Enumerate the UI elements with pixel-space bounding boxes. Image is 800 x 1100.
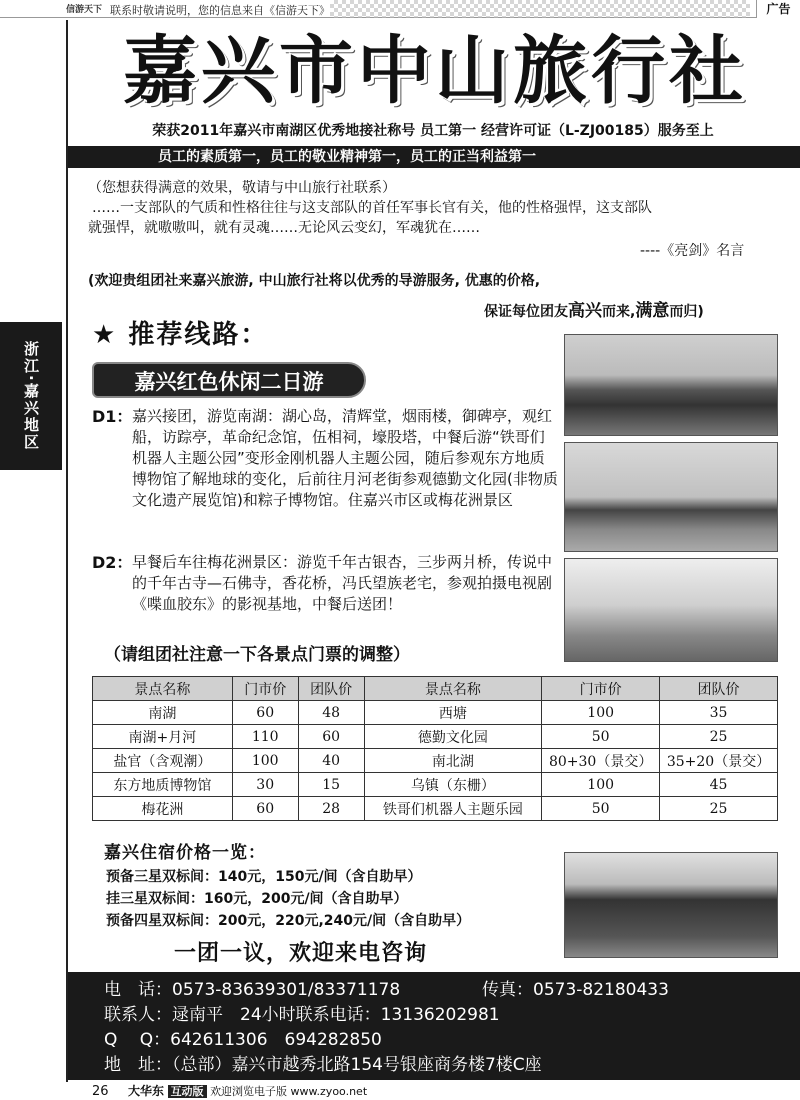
table-cell: 南北湖 — [364, 749, 542, 773]
table-row — [93, 773, 778, 797]
welcome-prefix: 保证每位团友 — [484, 304, 568, 320]
lodging-list — [106, 866, 470, 932]
quote-source: ----《亮剑》名言 — [640, 243, 745, 259]
itinerary-day-2 — [92, 552, 558, 615]
ticket-price-table — [92, 676, 778, 821]
contact-panel — [68, 972, 800, 1080]
welcome-line-2 — [484, 296, 704, 321]
contact-qq: Q Q：642611306 694282850 — [104, 1030, 382, 1050]
quote-line: 就强悍，就嗷嗷叫，就有灵魂……无论风云变幻，军魂犹在…… — [88, 220, 480, 236]
itinerary-day-1 — [92, 406, 558, 511]
lodging-item: 预备四星双标间：200元，220元,240元/间（含自助早） — [106, 913, 471, 929]
table-cell: 25 — [660, 797, 778, 821]
footer-brand: 大华东 — [128, 1084, 165, 1098]
lodging-item: 预备三星双标间：140元，150元/间（含自助早） — [106, 869, 422, 885]
source-note: 联系时敬请说明，您的信息来自《信游天下》 — [110, 4, 330, 17]
column-header: 团队价 — [660, 677, 778, 701]
table-cell: 35 — [660, 701, 778, 725]
table-cell: 15 — [298, 773, 364, 797]
phone-text: 电 话：0573-83639301/83371178 — [104, 980, 401, 1000]
table-row — [93, 725, 778, 749]
column-header: 团队价 — [298, 677, 364, 701]
table-cell: 德勤文化园 — [364, 725, 542, 749]
recommend-heading: ★ 推荐线路： — [92, 320, 269, 350]
quote-line: （您想获得满意的效果，敬请与中山旅行社联系） — [88, 180, 396, 196]
column-header: 景点名称 — [364, 677, 542, 701]
fax-text: 传真：0573-82180433 — [482, 980, 669, 1000]
ad-label: 广告 — [756, 0, 800, 18]
pagoda-lake-photo — [564, 442, 778, 552]
page-footer — [68, 1083, 800, 1100]
ticket-notice: （请组团社注意一下各景点门票的调整） — [104, 645, 410, 665]
table-header-row — [93, 677, 778, 701]
contact-address: 地 址：（总部）嘉兴市越秀北路154号银座商务楼7楼C座 — [104, 1055, 542, 1075]
table-cell: 100 — [232, 749, 298, 773]
day-label: D1： — [92, 407, 133, 426]
welcome-mid: 而来, — [602, 304, 636, 320]
plum-blossom-photo — [564, 558, 778, 662]
table-cell: 80+30（景交） — [542, 749, 660, 773]
lodging-heading: 嘉兴住宿价格一览： — [104, 843, 266, 863]
table-cell: 25 — [660, 725, 778, 749]
honor-line: 荣获2011年嘉兴市南湖区优秀地接社称号 员工第一 经营许可证（L-ZJ00185）服务至上 — [152, 123, 714, 139]
table-cell: 60 — [232, 797, 298, 821]
table-cell: 60 — [232, 701, 298, 725]
column-header: 门市价 — [232, 677, 298, 701]
table-cell: 50 — [542, 797, 660, 821]
table-cell: 110 — [232, 725, 298, 749]
day-label: D2： — [92, 553, 133, 572]
table-row — [93, 797, 778, 821]
publisher-logo: 信游天下 — [66, 5, 103, 15]
table-cell: 铁哥们机器人主题乐园 — [364, 797, 542, 821]
region-tab: 浙江·嘉兴地区 — [0, 322, 62, 470]
consult-slogan: 一团一议，欢迎来电咨询 — [174, 941, 428, 966]
page-number: 26 — [92, 1084, 109, 1099]
table-cell: 30 — [232, 773, 298, 797]
table-cell: 100 — [542, 701, 660, 725]
column-header: 景点名称 — [93, 677, 233, 701]
lodging-item: 挂三星双标间：160元，200元/间（含自助早） — [106, 891, 408, 907]
welcome-word-happy: 高兴 — [568, 301, 602, 321]
table-row — [93, 749, 778, 773]
page-title: 嘉兴市中山旅行社 — [123, 28, 747, 114]
welcome-word-satisfied: 满意 — [635, 301, 670, 321]
day-text: 嘉兴接团，游览南湖：湖心岛，清辉堂，烟雨楼，御碑亭，观红船，访踪亭，革命纪念馆，伍相祠，壕股塔，中餐后游“铁哥们机器人主题公园”变形金刚机器人主题公园，随后参观东方地质博物馆了解地球的变化，后前往月河老街参观德勤文化园(非物质文化遗产展览馆)和粽子博物馆。住嘉兴市区或梅花洲景区 — [132, 407, 558, 509]
table-cell: 28 — [298, 797, 364, 821]
temple-pavilion-photo — [564, 852, 778, 958]
table-cell: 60 — [298, 725, 364, 749]
table-cell: 50 — [542, 725, 660, 749]
table-cell: 48 — [298, 701, 364, 725]
table-cell: 梅花洲 — [93, 797, 233, 821]
welcome-line: (欢迎贵组团社来嘉兴旅游, 中山旅行社将以优秀的导游服务, 优惠的价格, — [88, 273, 541, 289]
route-banner: 嘉兴红色休闲二日游 — [92, 362, 366, 398]
top-bar — [0, 0, 800, 18]
column-header: 门市价 — [542, 677, 660, 701]
table-cell: 45 — [660, 773, 778, 797]
table-cell: 35+20（景交） — [660, 749, 778, 773]
day-text: 早餐后车往梅花洲景区：游览千年古银杏，三步两爿桥，传说中的千年古寺—石佛寺，香花桥，冯氏望族老宅，参观拍摄电视剧《喋血胶东》的影视基地，中餐后送团！ — [132, 553, 553, 613]
table-row — [93, 701, 778, 725]
table-cell: 东方地质博物馆 — [93, 773, 233, 797]
contact-person: 联系人：逯南平 24小时联系电话：13136202981 — [104, 1005, 500, 1025]
table-cell: 盐官（含观潮） — [93, 749, 233, 773]
footer-text: 欢迎浏览电子版 www.zyoo.net — [210, 1085, 368, 1098]
south-lake-red-boat-photo — [564, 334, 778, 436]
table-cell: 100 — [542, 773, 660, 797]
contact-phone-row — [104, 978, 800, 1003]
footer-tag: 互动版 — [168, 1085, 207, 1098]
motto-bar: 员工的素质第一，员工的敬业精神第一，员工的正当利益第一 — [68, 146, 800, 168]
table-cell: 南湖+月河 — [93, 725, 233, 749]
decorative-pattern — [330, 0, 750, 18]
welcome-suffix: 而归) — [669, 304, 704, 320]
table-cell: 40 — [298, 749, 364, 773]
quote-line: ……一支部队的气质和性格往往与这支部队的首任军事长官有关，他的性格强悍，这支部队 — [92, 200, 652, 216]
table-cell: 南湖 — [93, 701, 233, 725]
table-cell: 西塘 — [364, 701, 542, 725]
quote-block — [88, 178, 788, 238]
table-cell: 乌镇（东栅） — [364, 773, 542, 797]
